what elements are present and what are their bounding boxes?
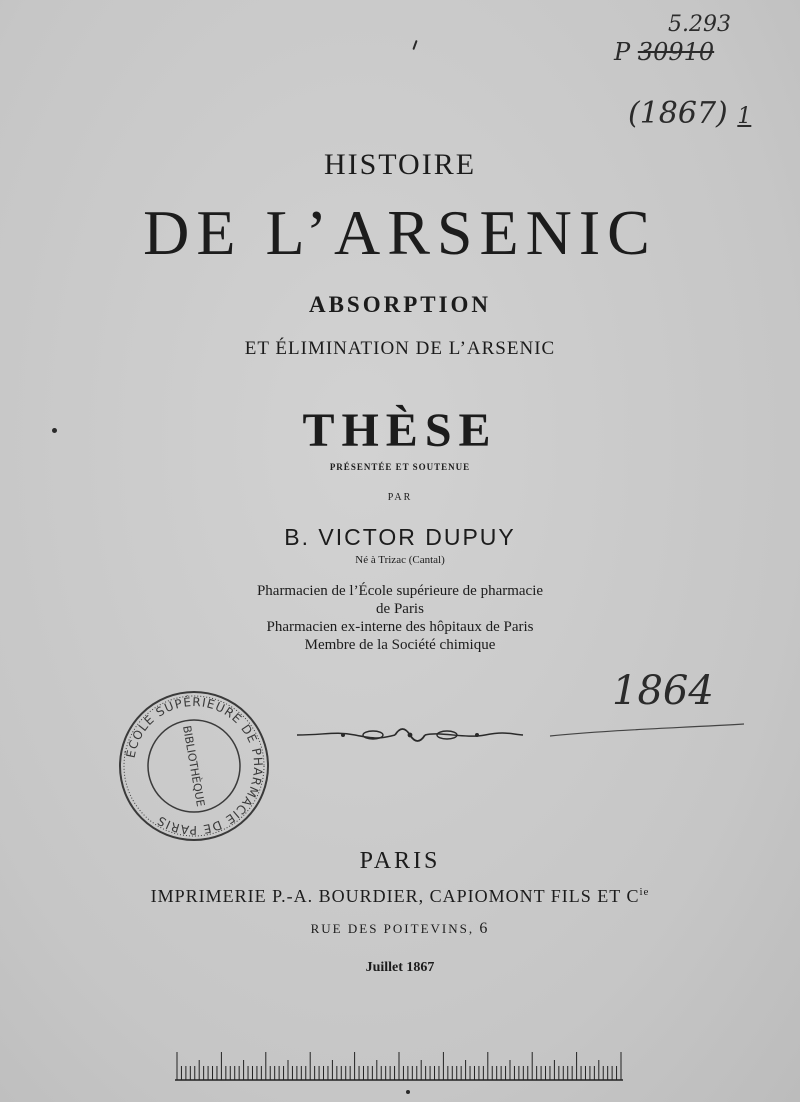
publication-date: Juillet 1867 <box>365 960 435 975</box>
street-name: RUE DES POITEVINS, <box>310 921 475 936</box>
ink-speck <box>406 1090 410 1094</box>
street-number: 6 <box>479 920 490 937</box>
handwritten-margin-year: 1864 <box>612 668 714 714</box>
author-birthplace: Né à Trizac (Cantal) <box>355 554 445 566</box>
call-number-struck: 30910 <box>637 38 715 66</box>
handwritten-shelfmark: 5.293 <box>668 12 731 37</box>
handwritten-year-note <box>628 96 751 131</box>
author-credentials <box>0 582 800 654</box>
stamp-outer-text: ÉCOLE SUPÉRIEURE DE PHARMACIE DE PARIS <box>123 694 266 838</box>
year-note-text: (1867) <box>628 96 728 131</box>
by-label: PAR <box>387 492 413 503</box>
ink-speck <box>52 428 57 433</box>
author-name: B. VICTOR DUPUY <box>284 524 516 550</box>
credential-line: de Paris <box>376 601 424 617</box>
subtitle-elimination: ET ÉLIMINATION DE L’ARSENIC <box>244 338 556 359</box>
ornamental-divider <box>295 722 525 748</box>
handwritten-rule <box>548 720 748 740</box>
main-title: DE L’ARSENIC <box>143 197 657 268</box>
imprint-address <box>0 920 800 938</box>
credential-line: Pharmacien de l’École supérieure de pharmacie <box>256 583 544 599</box>
title-line-histoire: HISTOIRE <box>323 148 477 181</box>
subtitle-absorption: ABSORPTION <box>308 292 492 317</box>
stamp-inner-text: BIBLIOTHÈQUE <box>179 724 208 808</box>
call-number-prefix: P <box>614 38 631 66</box>
thesis-label: THÈSE <box>302 404 498 457</box>
handwritten-call-number <box>614 38 714 66</box>
presented-label: PRÉSENTÉE ET SOUTENUE <box>329 462 471 472</box>
ink-speck <box>412 40 417 50</box>
imprint-printer <box>0 886 800 907</box>
imprint-city: PARIS <box>359 848 441 874</box>
year-note-suffix: 1 <box>737 104 752 129</box>
scale-ruler <box>174 1050 624 1082</box>
printer-abbrev: ie <box>639 886 650 898</box>
printer-name: IMPRIMERIE P.-A. BOURDIER, CAPIOMONT FILS ET C <box>150 886 640 906</box>
credential-line: Pharmacien ex-interne des hôpitaux de Paris <box>266 619 534 635</box>
library-stamp <box>118 690 270 842</box>
credential-line: Membre de la Société chimique <box>304 637 496 653</box>
